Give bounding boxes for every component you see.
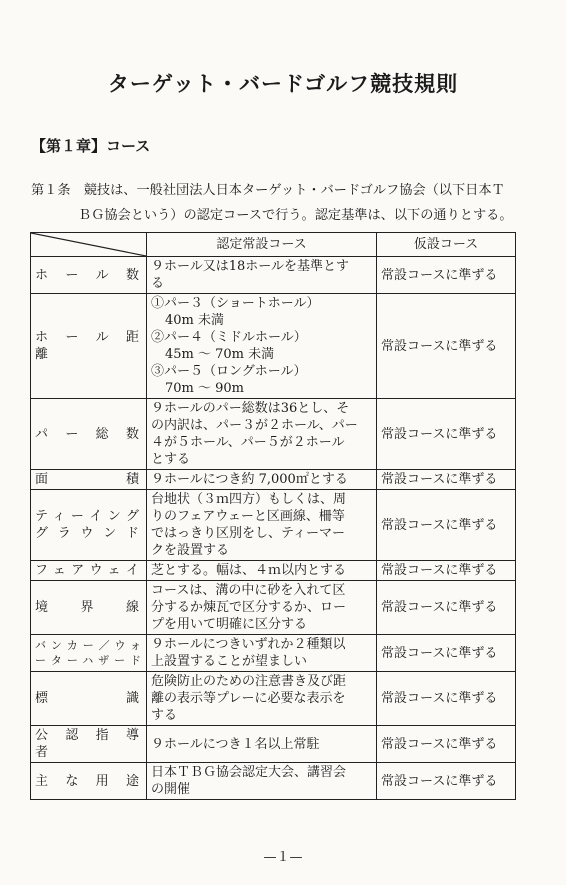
standard-text-line: ではっきり区別をし、ティーマー xyxy=(151,526,345,541)
row-item-label xyxy=(31,561,147,581)
diagonal-line xyxy=(31,233,146,256)
standard-text-line: ９ホールにつき約 7,000㎡とする xyxy=(151,472,348,487)
temporary-course-cell: 常設コースに準ずる xyxy=(377,763,516,800)
standard-course-cell xyxy=(147,399,377,470)
standard-text-line: 台地状（３ｍ四方）もしくは、周 xyxy=(151,492,347,507)
standard-text-line: の内訳は、パー３が２ホール、パー xyxy=(151,418,358,433)
standard-course-cell xyxy=(147,635,377,672)
standard-text-line: 40m 未満 xyxy=(165,313,225,328)
item-label-line: フェアウェイ xyxy=(35,563,142,578)
article-line-1: 第１条 競技は、一般社団法人日本ターゲット・バードゴルフ協会（以下日本Ｔ xyxy=(31,183,505,198)
item-label-line: ーターハザード xyxy=(35,654,142,667)
header-standard-course: 認定常設コース xyxy=(147,233,377,257)
item-label-line: グラウンド xyxy=(35,526,142,541)
page-number: —１— xyxy=(263,850,303,865)
item-label-line: ホ ー ル 距 離 xyxy=(35,330,142,362)
chapter-heading: 【第１章】コース xyxy=(31,137,151,155)
row-item-label xyxy=(31,726,147,763)
standard-text-line: 離の表示等プレーに必要な表示を xyxy=(151,691,346,706)
item-label-line: ティーイング xyxy=(35,509,142,524)
row-item-label xyxy=(31,635,147,672)
standard-text-line: 45m 〜 70m 未満 xyxy=(165,347,275,362)
standard-text-line: ①パー３（ショートホール） xyxy=(151,296,320,311)
row-item-label xyxy=(31,490,147,561)
standard-text-line: 日本ＴＢＧ協会認定大会、講習会 xyxy=(151,765,347,780)
standard-text-line: する xyxy=(151,708,178,723)
temporary-course-cell: 常設コースに準ずる xyxy=(377,399,516,470)
standard-text-line: ４が５ホール、パー５が２ホール xyxy=(151,435,345,450)
standard-text-line: りのフェアウェーと区画線、柵等 xyxy=(151,509,345,524)
standard-course-cell xyxy=(147,470,377,490)
temporary-course-cell: 常設コースに準ずる xyxy=(377,635,516,672)
article-line-2: ＢＧ協会という）の認定コースで行う。認定基準は、以下の通りとする。 xyxy=(78,208,513,223)
table-row xyxy=(31,763,516,800)
row-item-label xyxy=(31,257,147,294)
temporary-course-cell: 常設コースに準ずる xyxy=(377,726,516,763)
row-item-label xyxy=(31,672,147,726)
article-1 xyxy=(31,178,531,228)
table-row xyxy=(31,561,516,581)
standard-text-line: ９ホールのパー総数は36とし、そ xyxy=(151,401,350,416)
table-body xyxy=(31,257,516,800)
standard-text-line: 上設置することが望ましい xyxy=(151,654,308,669)
item-label-line: 境 界 線 xyxy=(35,600,142,615)
standard-text-line: 危険防止のための注意書き及び距 xyxy=(151,674,347,689)
table-row xyxy=(31,257,516,294)
table-header-row xyxy=(31,233,516,257)
standard-text-line: とする xyxy=(151,452,191,467)
item-label-line: パ ー 総 数 xyxy=(35,426,142,442)
standard-course-cell xyxy=(147,561,377,581)
standard-text-line: コースは、溝の中に砂を入れて区 xyxy=(151,583,346,598)
table-row xyxy=(31,581,516,635)
item-label-line: 面 積 xyxy=(35,472,142,487)
row-item-label xyxy=(31,763,147,800)
item-label-line: ホ ー ル 数 xyxy=(35,267,142,283)
row-item-label xyxy=(31,581,147,635)
corner-cell xyxy=(31,233,147,257)
header-temporary-course: 仮設コース xyxy=(377,233,516,257)
temporary-course-cell: 常設コースに準ずる xyxy=(377,490,516,561)
table-row xyxy=(31,726,516,763)
row-item-label xyxy=(31,470,147,490)
temporary-course-cell: 常設コースに準ずる xyxy=(377,672,516,726)
temporary-course-cell: 常設コースに準ずる xyxy=(377,294,516,399)
standard-text-line: 分するか煉瓦で区分するか、ロー xyxy=(151,600,347,615)
table-row xyxy=(31,635,516,672)
standard-text-line: ③パー５（ロングホール） xyxy=(151,364,307,379)
standard-course-cell xyxy=(147,294,377,399)
page-title: ターゲット・バードゴルフ競技規則 xyxy=(107,72,459,96)
table-row xyxy=(31,399,516,470)
item-label-line: 公 認 指 導 者 xyxy=(35,728,142,760)
standard-text-line: ９ホールにつきいずれか２種類以 xyxy=(151,637,346,652)
table-row xyxy=(31,672,516,726)
standard-text-line: ９ホール又は18ホールを基準とす xyxy=(151,259,350,274)
row-item-label xyxy=(31,294,147,399)
standard-text-line: る xyxy=(151,276,165,291)
temporary-course-cell: 常設コースに準ずる xyxy=(377,561,516,581)
standard-course-cell xyxy=(147,763,377,800)
standard-text-line: プを用いて明確に区分する xyxy=(151,617,308,632)
table-row xyxy=(31,490,516,561)
item-label-line: バンカー／ウォ xyxy=(35,639,142,652)
row-item-label xyxy=(31,399,147,470)
standard-text-line: ９ホールにつき１名以上常駐 xyxy=(151,736,320,752)
standard-course-cell xyxy=(147,257,377,294)
standard-course-cell xyxy=(147,726,377,763)
table-row xyxy=(31,294,516,399)
item-label-line: 標 識 xyxy=(35,691,142,706)
standard-text-line: ②パー４（ミドルホール） xyxy=(151,330,307,345)
item-label-line: 主 な 用 途 xyxy=(35,773,142,789)
standard-course-cell xyxy=(147,672,377,726)
standard-course-cell xyxy=(147,581,377,635)
standard-text-line: クを設置する xyxy=(151,543,230,558)
standard-text-line: 70m 〜 90m xyxy=(165,381,245,396)
standard-text-line: の開催 xyxy=(151,782,191,797)
course-standards-table xyxy=(30,232,516,800)
temporary-course-cell: 常設コースに準ずる xyxy=(377,470,516,490)
standard-text-line: 芝とする。幅は、４ｍ以内とする xyxy=(151,563,347,578)
temporary-course-cell: 常設コースに準ずる xyxy=(377,581,516,635)
temporary-course-cell: 常設コースに準ずる xyxy=(377,257,516,294)
standard-course-cell xyxy=(147,490,377,561)
table-row xyxy=(31,470,516,490)
